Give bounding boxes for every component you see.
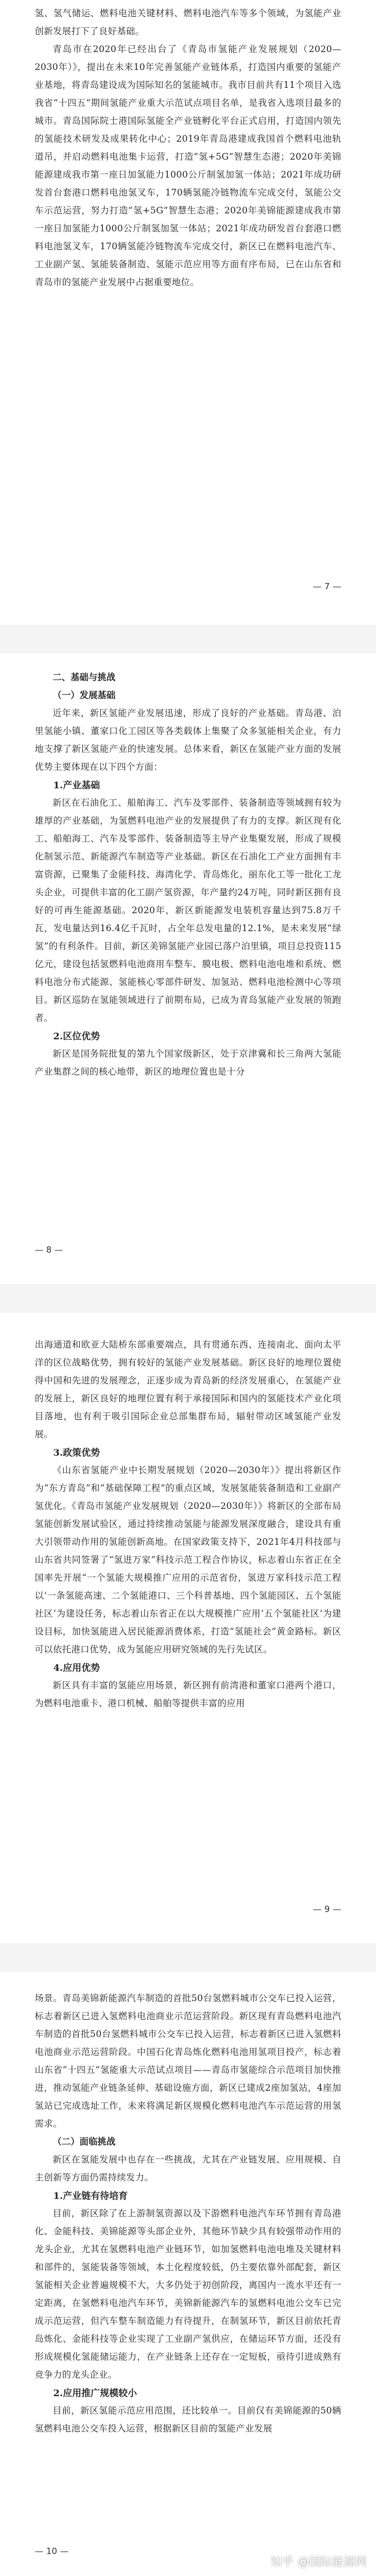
paragraph: 新区在石油化工、船舶海工、汽车及零部件、装备制造等领域拥有较为雄厚的产业基础，为氢燃料电池产业的发展提供了有力的支撑。新区现有化工、船舶海工、汽车及零部件、装备制造等主导产业集聚发展，形成了规模化制氢示范、新能源汽车制造等产业基础。新区在石油化工产业方面拥有丰富资源，已聚集了金能科技、海湾化学、青岛炼化、丽东化工等一批化工龙头企业，可提供丰富的化工副产氢资源，年产量约24万吨，同时新区拥有良好的可再生能源基础。2020年，新区新能源发电装机容量达到75.8万千瓦，发电量达到16.4亿千瓦时，占全年总发电量的12.1%，是未来发展“绿氢”的有利条件。目前，新区美锦氢能产业园已落户泊里镇，项目总投资115亿元，建设包括氢燃料电池商用车整车、膜电极、燃料电池电堆和系统、燃料电池分布式能源、氢能核心零部件研发、加氢站、燃料电池检测中心等项目。新区巡防在氢能领域进行了前期布局，已成为青岛氢能产业发展的领跑者。 — [35, 798, 341, 1023]
paragraph: 青岛市在2020年已经出台了《青岛市氢能产业发展规划（2020—2030年）》，提出在未来10年完善氢能产业链体系，打造国内重要的氢能产业基地，将青岛建设成为国际知名的氢能城市。我市目前共有11个项目入选我省“十四五”期间氢能产业重大示范试点项目名单，是我省入选项目最多的城市。青岛国际院士港国际氢能全产业链孵化平台正式启用，打造国内领先的氢能技术研发及成果转化中心；2019年青岛港建成我国首个燃料电池轨道吊，并启动燃料电池集卡运营，打造“氢+5G”智慧生态港；2020年美锦能源建成我市第一座日加氢能力1000公斤制氢加氢一体站；2021年成功研发首台套港口燃料电池氢叉车，170辆氢能冷链物流车完成交付，氢能公交车示范运营，努力打造“氢+5G”智慧生态港；2020年美锦能源建成我市第一座日加氢能力1000公斤制氢加氢一体站；2021年成功研发首台套港口燃料电池氢叉车，170辆氢能冷链物流车完成交付，新区已在燃料电池汽车、工业副产氢、氢能装备制造、氢能示范应用等方面有序布局，已在山东省和青岛市的氢能产业发展中占据重要地位。 — [35, 44, 341, 287]
paragraph: 目前，新区除了在上游制氢资源以及下游燃料电池汽车环节拥有青岛港化、金能科技、美锦能源等头部企业外，其他环节缺少具有较强带动作用的龙头企业，尤其在氢燃料电池产业链环节，如加氢燃料电池电堆及关键材料和部件的，氢能装备等领域，本土化程度较低，仍主要依靠外部配套，新区氢能相关企业普遍规模不大，大多仍处于初创阶段，离国内一流水平还有一定距离，在氢燃料电池汽车环节，美锦新能源汽车的氢燃料电池公交车已完成示范运营，但汽车整车制造能力有待提升，在制氢环节，新区目前依托青岛炼化、金能科技等企业实现了工业副产氢供应，在储运环节方面，还没有形成规模化氢能储运能力，在产业链条上还存在一定短板，亟待引进成熟有竞争力的龙头企业。 — [35, 2208, 341, 2380]
paragraph: 氢、氢气储运、燃料电池关键材料、燃料电池汽车等多个领域，为氢能产业创新发展打下了良好基础。 — [35, 8, 341, 36]
item-title: 3.政策优势 — [53, 1447, 100, 1458]
item-title: 2.应用推广规模较小 — [53, 2387, 137, 2398]
item-title: 4.应用优势 — [53, 1662, 100, 1673]
source-watermark: 知乎 @国际能源网 — [270, 2555, 367, 2568]
paragraph: 新区具有丰富的氢能应用场景，新区拥有前湾港和董家口港两个港口，为燃料电池重卡、港口机械、船舶等提供丰富的应用 — [35, 1680, 341, 1708]
page-number: — 9 — — [312, 1904, 341, 1914]
paragraph: 新区是国务院批复的第九个国家级新区，处于京津冀和长三角两大氢能产业集群之间的核心地带，新区的地理位置也是十分 — [35, 1049, 341, 1077]
item-title: 2.区位优势 — [53, 1031, 100, 1042]
page-number: — 7 — — [312, 581, 341, 592]
paragraph: 场景。青岛美锦新能源汽车制造的首批50台氢燃料城市公交车已投入运营，标志着新区已进入氢燃料电池商业示范运营阶段。新区现有青岛燃料电池汽车制造的首批50台氢燃料城市公交车已投入运营，标志着新区已进入氢燃料电池商业示范运营阶段。中国石化青岛炼化燃料电池用氢项目投产，标志着山东省“十四五”氢能重大示范试点项目——青岛市氢能综合示范项目加快推进，推动氢能产业链条延伸、基础设施方面，新区已建成2座加氢站，4座加氢站已完成选址工作，未来将满足新区规模化燃料电池汽车示范运营的用氢需求。 — [35, 1993, 341, 2129]
page-7 — [0, 0, 376, 625]
page-9 — [0, 1313, 376, 1943]
paragraph: 《山东省氢能产业中长期发展规划（2020—2030年）》提出将新区作为“东方青岛”和“基础保障工程”的重点区域，发展氢能装备制造和工业副产氢优化。《青岛市氢能产业发展规划（2020—2030年）》将新区的全部布局氢能创新发展试验区，通过持续推动氢能与能源发展深度融合，建设具有重大引领带动作用的氢能创新高地。在国家政策支持下，2021年4月科技部与山东省共同签署了“氢进万家”科技示范工程合作协议，标志着山东省正在全国率先开展“一个氢能大规模推广应用的示范省份，氢进万家科技示范工程以‘一条氢能高速、二个氢能港口、三个科普基地、四个氢能园区、五个氢能社区’为建设任务，标志着山东省正在以大规模推广应用‘五个氢能社区’为建设目标，加快氢能进入居民能源消费体系，打造“氢能社会”黄金路标。新区可以依托港口优势，成为氢能应用研究领域的先行先试区。 — [35, 1465, 341, 1655]
paragraph: 近年来，新区氢能产业发展迅速，形成了良好的产业基础。青岛港、泊里氢能小镇、董家口化工园区等各类载体上集聚了众多氢能相关企业，有力地支撑了新区氢能产业的快速发展。总体来看，新区在氢能产业方面的发展优势主要体现在以下四个方面： — [35, 708, 341, 772]
section-title: 二、基础与挑战 — [53, 672, 116, 682]
page-separator — [0, 1943, 376, 1972]
item-title: 1.产业基础 — [53, 780, 100, 791]
paragraph: 出海通道和欧亚大陆桥东部重要端点，具有贯通东西、连接南北、面向太平洋的区位战略优势，拥有较好的氢能产业发展基础。新区良好的地理位置使得中国和先进的发展理念，正逐步成为青岛新的经济发展重心，在氢能产业的发展上，新区良好的地理位置有利于承接国际和国内的氢能技术产业化项目落地，也有利于吸引国际企业总部集群布局，辐射带动区域氢能产业发展。 — [35, 1339, 341, 1440]
subsection-title: （二）面临挑战 — [53, 2136, 116, 2147]
paragraph: 新区在氢能发展中也存在一些挑战，尤其在产业链发展、应用规模、自主创新等方面仍需持续发力。 — [35, 2154, 341, 2183]
page-separator — [0, 625, 376, 654]
page-number: — 10 — — [35, 2546, 69, 2556]
subsection-title: （一）发展基础 — [53, 690, 116, 700]
page-number: — 8 — — [35, 1245, 64, 1255]
page-separator — [0, 1284, 376, 1313]
page-8 — [0, 654, 376, 1284]
paragraph: 目前，新区氢能示范应用范围，还比较单一。目前仅有美锦能源的50辆氢燃料电池公交车投入运营，根据新区目前的氢能产业发展 — [35, 2405, 341, 2434]
page-10 — [0, 1972, 376, 2576]
item-title: 1.产业链有待培育 — [53, 2190, 128, 2201]
